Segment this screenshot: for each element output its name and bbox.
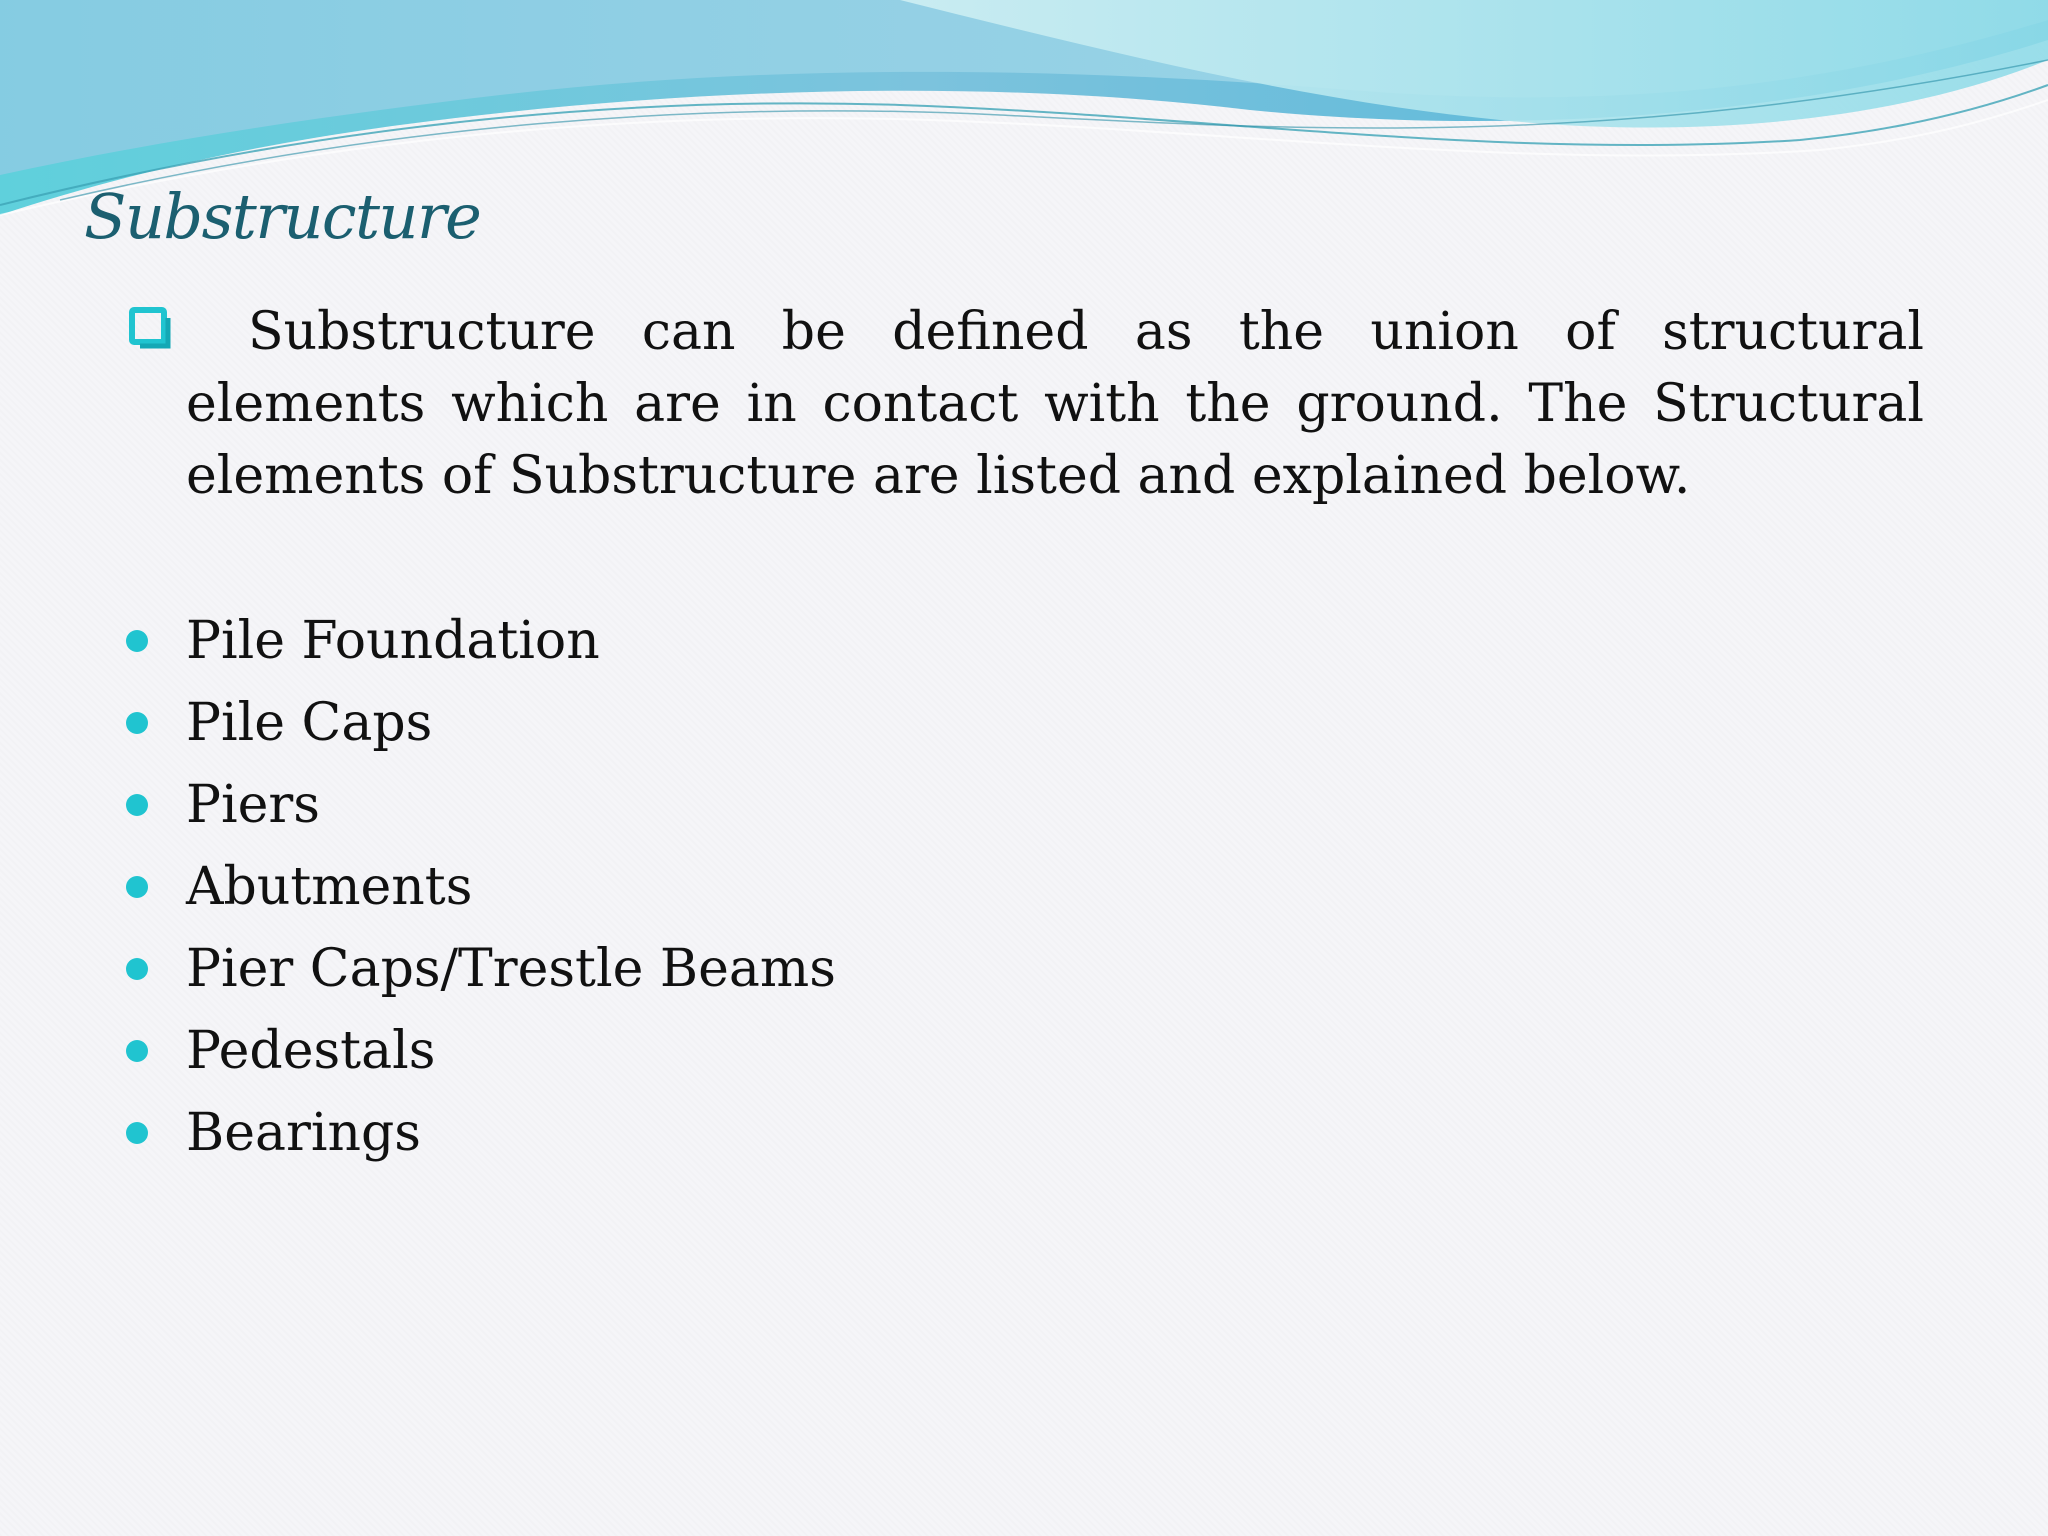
dot-bullet-icon [126, 794, 148, 816]
dot-bullet-icon [126, 876, 148, 898]
list-item-label: Pile Foundation [186, 611, 600, 671]
checkbox-square-icon [128, 306, 172, 350]
list-item-label: Bearings [186, 1103, 421, 1163]
list-item-label: Pile Caps [186, 693, 433, 753]
slide-title: Substructure [84, 180, 481, 253]
intro-paragraph: Substructure can be defined as the union of structural elements which are in contact with the ground. The Structural elements of Substructure are listed and explained below. [186, 302, 1924, 506]
list-item-label: Abutments [186, 857, 473, 917]
dot-bullet-icon [126, 712, 148, 734]
list-item-label: Piers [186, 775, 320, 835]
dot-bullet-icon [126, 1040, 148, 1062]
dot-bullet-icon [126, 1122, 148, 1144]
list-item-label: Pier Caps/Trestle Beams [186, 939, 836, 999]
list-item-label: Pedestals [186, 1021, 436, 1081]
dot-bullet-icon [126, 630, 148, 652]
dot-bullet-icon [126, 958, 148, 980]
intro-block [126, 296, 1926, 512]
